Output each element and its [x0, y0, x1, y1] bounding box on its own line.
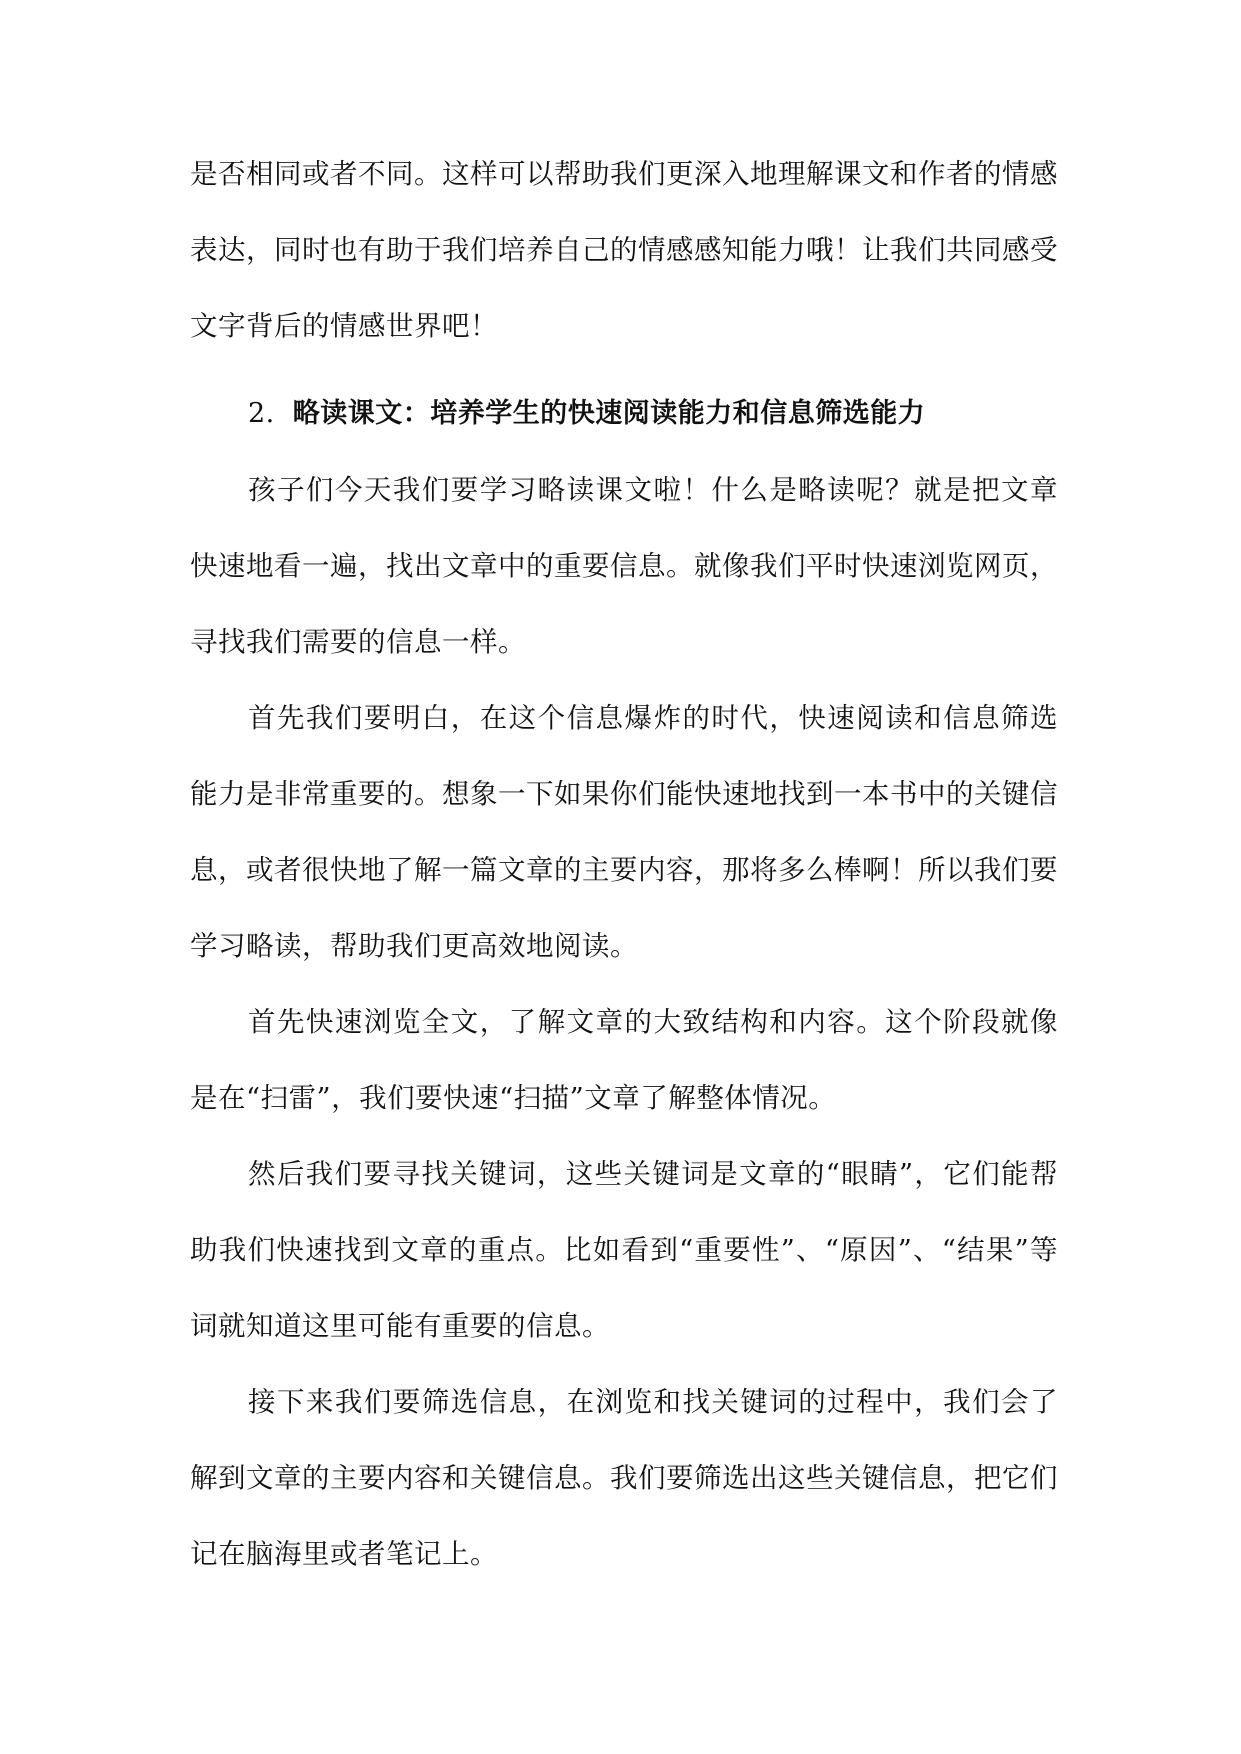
continued-paragraph: 是否相同或者不同。这样可以帮助我们更深入地理解课文和作者的情感表达，同时也有助于我们培养自己的情感感知能力哦！让我们共同感受文字背后的情感世界吧！ [190, 158, 1058, 342]
document-body [190, 136, 1058, 1592]
paragraph-3: 首先快速浏览全文，了解文章的大致结构和内容。这个阶段就像是在“扫雷”，我们要快速“扫描”文章了解整体情况。 [190, 1006, 1058, 1114]
paragraph-5: 接下来我们要筛选信息，在浏览和找关键词的过程中，我们会了解到文章的主要内容和关键信息。我们要筛选出这些关键信息，把它们记在脑海里或者笔记上。 [190, 1386, 1058, 1570]
paragraph-2: 首先我们要明白，在这个信息爆炸的时代，快速阅读和信息筛选能力是非常重要的。想象一下如果你们能快速地找到一本书中的关键信息，或者很快地了解一篇文章的主要内容，那将多么棒啊！所以我们要学习略读，帮助我们更高效地阅读。 [190, 702, 1058, 962]
section-number: 2. [248, 398, 275, 429]
paragraph-4: 然后我们要寻找关键词，这些关键词是文章的“眼睛”，它们能帮助我们快速找到文章的重点。比如看到“重要性”、“原因”、“结果”等词就知道这里可能有重要的信息。 [190, 1158, 1058, 1342]
section-heading [190, 376, 1058, 452]
paragraph-1: 孩子们今天我们要学习略读课文啦！什么是略读呢？就是把文章快速地看一遍，找出文章中的重要信息。就像我们平时快速浏览网页，寻找我们需要的信息一样。 [190, 474, 1058, 658]
section-title: 略读课文：培养学生的快速阅读能力和信息筛选能力 [292, 398, 926, 429]
